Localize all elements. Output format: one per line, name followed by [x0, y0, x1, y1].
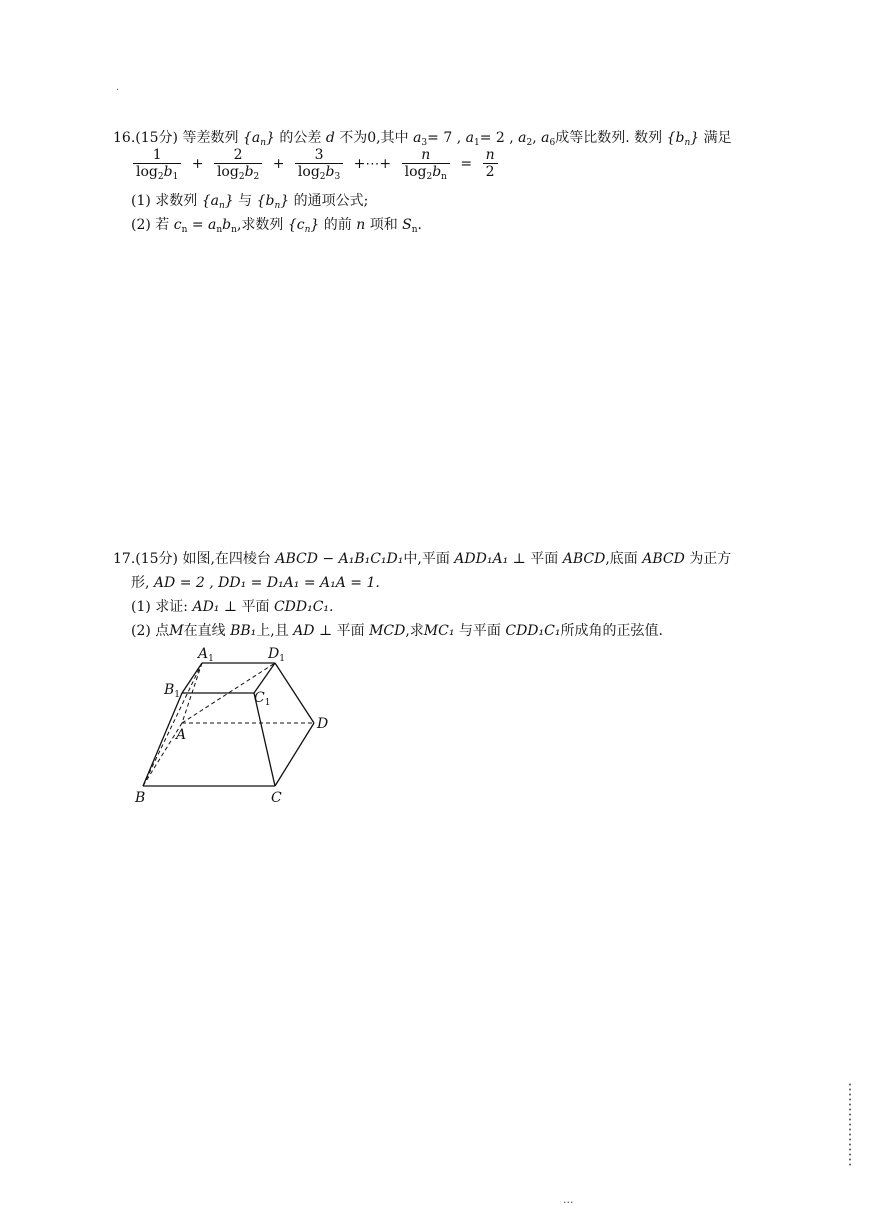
q16-text: 不为 [339, 130, 368, 146]
label-b1: $B_1$ [164, 682, 181, 700]
q16-text: 等差数列 [182, 130, 239, 146]
var-a: a [465, 130, 474, 146]
label-d1: $D_1$ [268, 646, 285, 664]
label-b: B [135, 790, 146, 806]
label-a: A [176, 727, 187, 743]
edge-a1-b1 [182, 663, 202, 693]
q16-part2: (2) 若 $c_n = a_nb_n$,求数列 $\{c_n\}$ 的前 n 项和 $S_n$. [131, 217, 422, 235]
binding-dotted-line [848, 1082, 852, 1166]
q16-text: 满足 [703, 130, 732, 146]
q17-part1: (1) 求证: AD₁ ⊥ 平面 CDD₁C₁. [131, 599, 334, 615]
q16-text: ,其中 [376, 130, 409, 146]
var-a: a [413, 130, 422, 146]
q16-line1: 16.(15分) 等差数列 $\{a_n\}$ 的公差 d 不为0,其中 $a_3= 7$ , $a_1= 2$ , $a_2$, $a_6$成等比数列. 数列 $\{b_n\}$ 满足 [113, 130, 732, 148]
var-a: a [541, 130, 550, 146]
frustum-figure [120, 640, 350, 815]
fraction-term-2: $\frac{2}{\log_2b_2}$ [214, 147, 262, 181]
footer-dots: ··· [563, 1196, 574, 1209]
q16-score: (15分) [135, 130, 179, 146]
q16-eq: = 2 , [479, 130, 514, 146]
var-a: a [518, 130, 527, 146]
q16-eq: = 7 , [427, 130, 462, 146]
fraction-term-1: $\frac{1}{\log_2b_1}$ [133, 147, 181, 181]
label-a1: $A_1$ [198, 646, 214, 664]
label-c: C [271, 790, 282, 806]
fraction-term-3: $\frac{3}{\log_2b_3}$ [295, 147, 343, 181]
fraction-term-n: $\frac{n}{\log_2b_n}$ [402, 147, 450, 181]
q16-zero: 0 [367, 130, 377, 146]
q17-line2: 形, AD = 2 , DD₁ = D₁A₁ = A₁A = 1. [131, 575, 380, 591]
q17-part2: (2) 点M在直线 BB₁上,且 AD ⊥ 平面 MCD,求MC₁ 与平面 CDD₁C₁所成角的正弦值. [131, 623, 663, 639]
q16-formula: $\frac{1}{\log_2b_1}$ + $\frac{2}{\log_2b_2}$ + $\frac{3}{\log_2b_3}$ +⋯+ $\frac{n}{\log_2b_n}$ = $\frac{n}{2}$ [131, 147, 500, 181]
seq-b: $\{b_n\}$ [666, 130, 700, 148]
seq-a: $\{a_n\}$ [242, 130, 275, 148]
q17-line1: 17.(15分) 如图,在四棱台 ABCD − A₁B₁C₁D₁中,平面 ADD₁A₁ ⊥ 平面 ABCD,底面 ABCD 为正方 [113, 551, 732, 567]
q16-text: 成等比数列. 数列 [555, 130, 663, 146]
edge-d1-d [275, 663, 314, 723]
edge-d1-c1 [254, 663, 275, 693]
fraction-rhs: $\frac{n}{2}$ [483, 147, 498, 181]
var-d: d [325, 130, 335, 146]
q16-text: 的公差 [279, 130, 322, 146]
header-mark: . [116, 82, 120, 93]
q16-number: 16. [113, 130, 136, 146]
label-d: D [317, 716, 329, 732]
edge-c-d [275, 723, 314, 786]
label-c1: $C_1$ [254, 690, 271, 708]
q16-part1: (1) 求数列 $\{a_n\}$ 与 $\{b_n\}$ 的通项公式; [131, 193, 369, 211]
